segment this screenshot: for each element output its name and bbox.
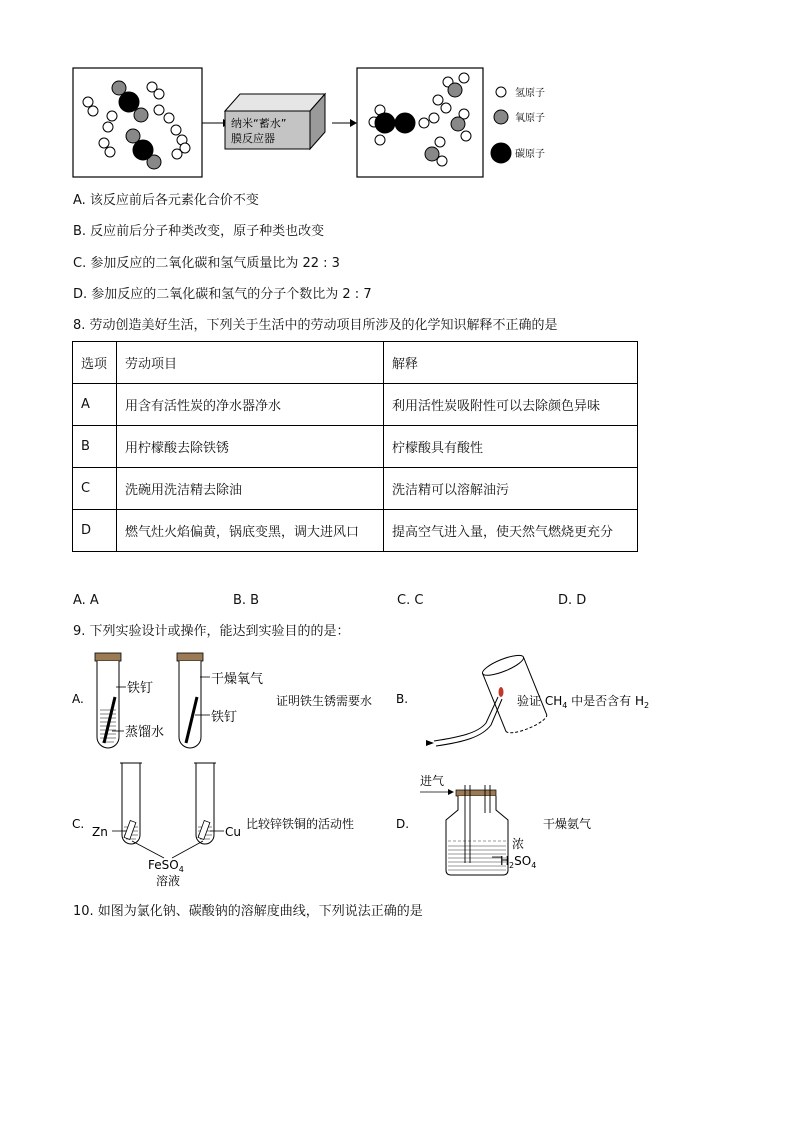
- table-cell: 用含有活性炭的净水器净水: [117, 384, 384, 426]
- reactor-label-2: 膜反应器: [231, 132, 275, 145]
- q9-d-acid-1: 浓: [512, 837, 525, 851]
- table-cell: 利用活性炭吸附性可以去除颜色异味: [384, 384, 638, 426]
- q8-choice-c: C. C: [397, 593, 424, 608]
- legend-oxygen-icon: [494, 110, 508, 124]
- legend-carbon: 碳原子: [515, 149, 545, 160]
- legend-hydrogen-icon: [496, 87, 506, 97]
- table-header: 解释: [384, 342, 638, 384]
- q9-b-letter: B.: [396, 692, 409, 706]
- q7-option-a: A. 该反应前后各元素化合价不变: [73, 193, 259, 208]
- q7-reaction-diagram: [60, 60, 580, 185]
- table-header-row: [73, 342, 638, 384]
- q9-b-desc: 验证 $CH_4$ 中是否含有 $H_2$: [517, 694, 650, 710]
- q9-stem: 9. 下列实验设计或操作，能达到实验目的的是：: [73, 624, 350, 639]
- q8-table: [72, 341, 638, 552]
- table-row: [73, 468, 638, 510]
- q9-a-tube2-label1: 干燥氧气: [211, 672, 264, 687]
- q8-choice-a: A. A: [73, 593, 99, 608]
- q9-c-zn: Zn: [92, 825, 108, 839]
- table-row: [73, 510, 638, 552]
- legend-oxygen: 氧原子: [515, 113, 545, 124]
- table-cell: D: [73, 510, 117, 552]
- table-cell: C: [73, 468, 117, 510]
- table-cell: 洗碗用洗洁精去除油: [117, 468, 384, 510]
- table-cell: 用柠檬酸去除铁锈: [117, 426, 384, 468]
- q8-stem: 8. 劳动创造美好生活，下列关于生活中的劳动项目所涉及的化学知识解释不正确的是: [73, 318, 558, 333]
- q9-d-inlet: 进气: [420, 774, 445, 788]
- table-cell: B: [73, 426, 117, 468]
- q9-c-solution: FeSO$_4$: [148, 858, 184, 874]
- q9-c-letter: C.: [72, 817, 85, 831]
- legend-carbon-icon: [491, 143, 511, 163]
- q8-choice-b: B. B: [233, 593, 260, 608]
- q9-d-letter: D.: [396, 817, 410, 831]
- q9-c-cu: Cu: [225, 825, 241, 839]
- legend-hydrogen: 氢原子: [515, 88, 545, 99]
- reactor-label-1: 纳米“蓄水”: [231, 117, 287, 130]
- q10-stem: 10. 如图为氯化钠、碳酸钠的溶解度曲线，下列说法正确的是: [73, 904, 423, 919]
- table-header: 劳动项目: [117, 342, 384, 384]
- q7-option-d: D. 参加反应的二氧化碳和氢气的分子个数比为 2 : 7: [73, 287, 372, 302]
- q9-d-desc: 干燥氨气: [543, 817, 592, 831]
- table-cell: A: [73, 384, 117, 426]
- table-row: [73, 384, 638, 426]
- table-cell: 提高空气进入量，使天然气燃烧更充分: [384, 510, 638, 552]
- table-row: [73, 426, 638, 468]
- q9-a-desc: 证明铁生锈需要水: [276, 694, 373, 708]
- q8-choice-d: D. D: [558, 593, 587, 608]
- q9-a-tube1-label2: 蒸馏水: [125, 725, 165, 740]
- q9-c-desc: 比较锌铁铜的活动性: [246, 817, 355, 831]
- q7-option-c: C. 参加反应的二氧化碳和氢气质量比为 22 : 3: [73, 256, 340, 271]
- reactants-box: [73, 68, 202, 177]
- table-cell: 燃气灶火焰偏黄，锅底变黑，调大进风口: [117, 510, 384, 552]
- q9-a-tube1-label1: 铁钉: [127, 681, 154, 696]
- q7-option-b: B. 反应前后分子种类改变，原子种类也改变: [73, 224, 325, 239]
- q9-a-letter: A.: [72, 692, 84, 706]
- table-cell: 柠檬酸具有酸性: [384, 426, 638, 468]
- table-cell: 洗洁精可以溶解油污: [384, 468, 638, 510]
- table-header: 选项: [73, 342, 117, 384]
- q9-experiments-diagram: [60, 645, 700, 895]
- q9-c-solution-2: 溶液: [156, 874, 181, 888]
- q9-a-tube2-label2: 铁钉: [211, 710, 238, 725]
- q9-d-acid-2: $H_2SO_4$: [500, 854, 537, 870]
